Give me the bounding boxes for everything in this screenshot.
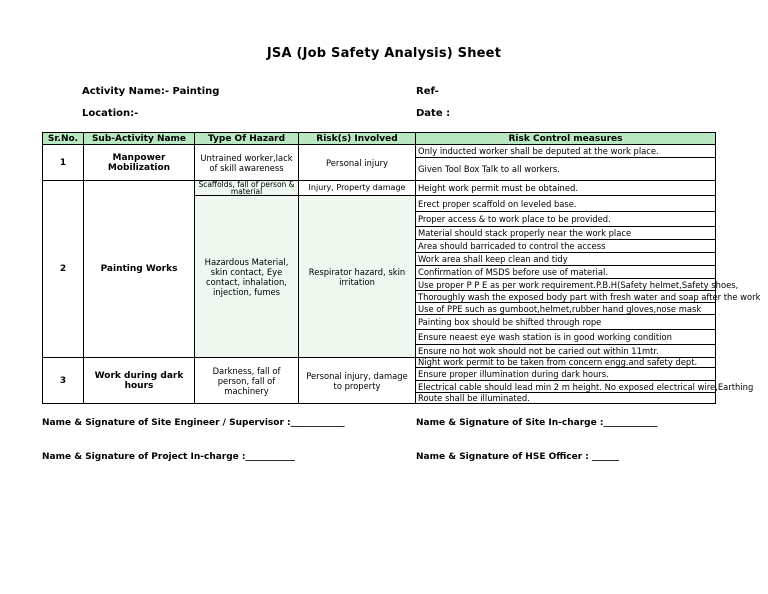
control-measure: Use proper P P E as per work requirement.P.B.H(Safety helmet,Safety shoes, (416, 279, 716, 291)
row-risk: Personal injury (299, 145, 416, 181)
header-hazard: Type Of Hazard (195, 133, 299, 145)
row-risk: Injury, Property damage (299, 181, 416, 196)
row-risk: Personal injury, damage to property (299, 358, 416, 404)
date: Date : (416, 108, 451, 119)
row-sub-activity: Manpower Mobilization (84, 145, 195, 181)
control-measure: Given Tool Box Talk to all workers. (416, 158, 716, 181)
control-measure: Ensure no hot wok should not be caried out within 11mtr. (416, 345, 716, 358)
signature-site-engineer: Name & Signature of Site Engineer / Supervisor :____________ (42, 418, 345, 428)
table-row (43, 145, 716, 158)
page-title: JSA (Job Safety Analysis) Sheet (266, 46, 502, 61)
control-measure: Work area shall keep clean and tidy (416, 253, 716, 266)
control-measure: Material should stack properly near the work place (416, 227, 716, 240)
control-measure: Height work permit must be obtained. (416, 181, 716, 196)
control-measure: Route shall be illuminated. (416, 393, 716, 404)
control-measure: Only inducted worker shall be deputed at the work place. (416, 145, 716, 158)
row-sr: 3 (43, 358, 84, 404)
row-hazard: Untrained worker,lack of skill awareness (195, 145, 299, 181)
row-hazard: Scaffolds, fall of person & material (195, 181, 299, 196)
ref: Ref- (416, 86, 439, 97)
control-measure: Thoroughly wash the exposed body part with fresh water and soap after the work (416, 291, 716, 303)
row-sr: 1 (43, 145, 84, 181)
header-sr: Sr.No. (43, 133, 84, 145)
signature-site-incharge: Name & Signature of Site In-charge :____________ (416, 418, 658, 428)
control-measure: Proper access & to work place to be provided. (416, 212, 716, 227)
jsa-table-wrapper (42, 132, 761, 404)
activity-name: Activity Name:- Painting (82, 86, 220, 97)
header-sub-activity: Sub-Activity Name (84, 133, 195, 145)
control-measure: Ensure neaest eye wash station is in good working condition (416, 330, 716, 345)
control-measure: Use of PPE such as gumboot,helmet,rubber hand gloves,nose mask (416, 303, 716, 315)
control-measure: Painting box should be shifted through rope (416, 315, 716, 330)
jsa-table (42, 132, 761, 404)
row-sub-activity: Work during dark hours (84, 358, 195, 404)
control-measure: Erect proper scaffold on leveled base. (416, 196, 716, 212)
table-row (43, 181, 716, 196)
control-measure: Night work permit to be taken from concern engg.and safety dept. (416, 358, 716, 368)
row-sr: 2 (43, 181, 84, 358)
row-risk: Respirator hazard, skin irritation (299, 196, 416, 358)
row-hazard: Darkness, fall of person, fall of machinery (195, 358, 299, 404)
control-measure: Electrical cable should lead min 2 m height. No exposed electrical wire,Earthing (416, 381, 716, 393)
control-measure: Confirmation of MSDS before use of material. (416, 266, 716, 279)
header-control: Risk Control measures (416, 133, 716, 145)
location: Location:- (82, 108, 139, 119)
table-header-row (43, 133, 716, 145)
control-measure: Area should barricaded to control the access (416, 240, 716, 253)
table-row (43, 358, 716, 368)
row-sub-activity: Painting Works (84, 181, 195, 358)
signature-project-incharge: Name & Signature of Project In-charge :___________ (42, 452, 296, 462)
header-risk: Risk(s) Involved (299, 133, 416, 145)
row-hazard: Hazardous Material, skin contact, Eye contact, inhalation, injection, fumes (195, 196, 299, 358)
signature-hse-officer: Name & Signature of HSE Officer : ______ (416, 452, 620, 462)
control-measure: Ensure proper illumination during dark hours. (416, 368, 716, 381)
